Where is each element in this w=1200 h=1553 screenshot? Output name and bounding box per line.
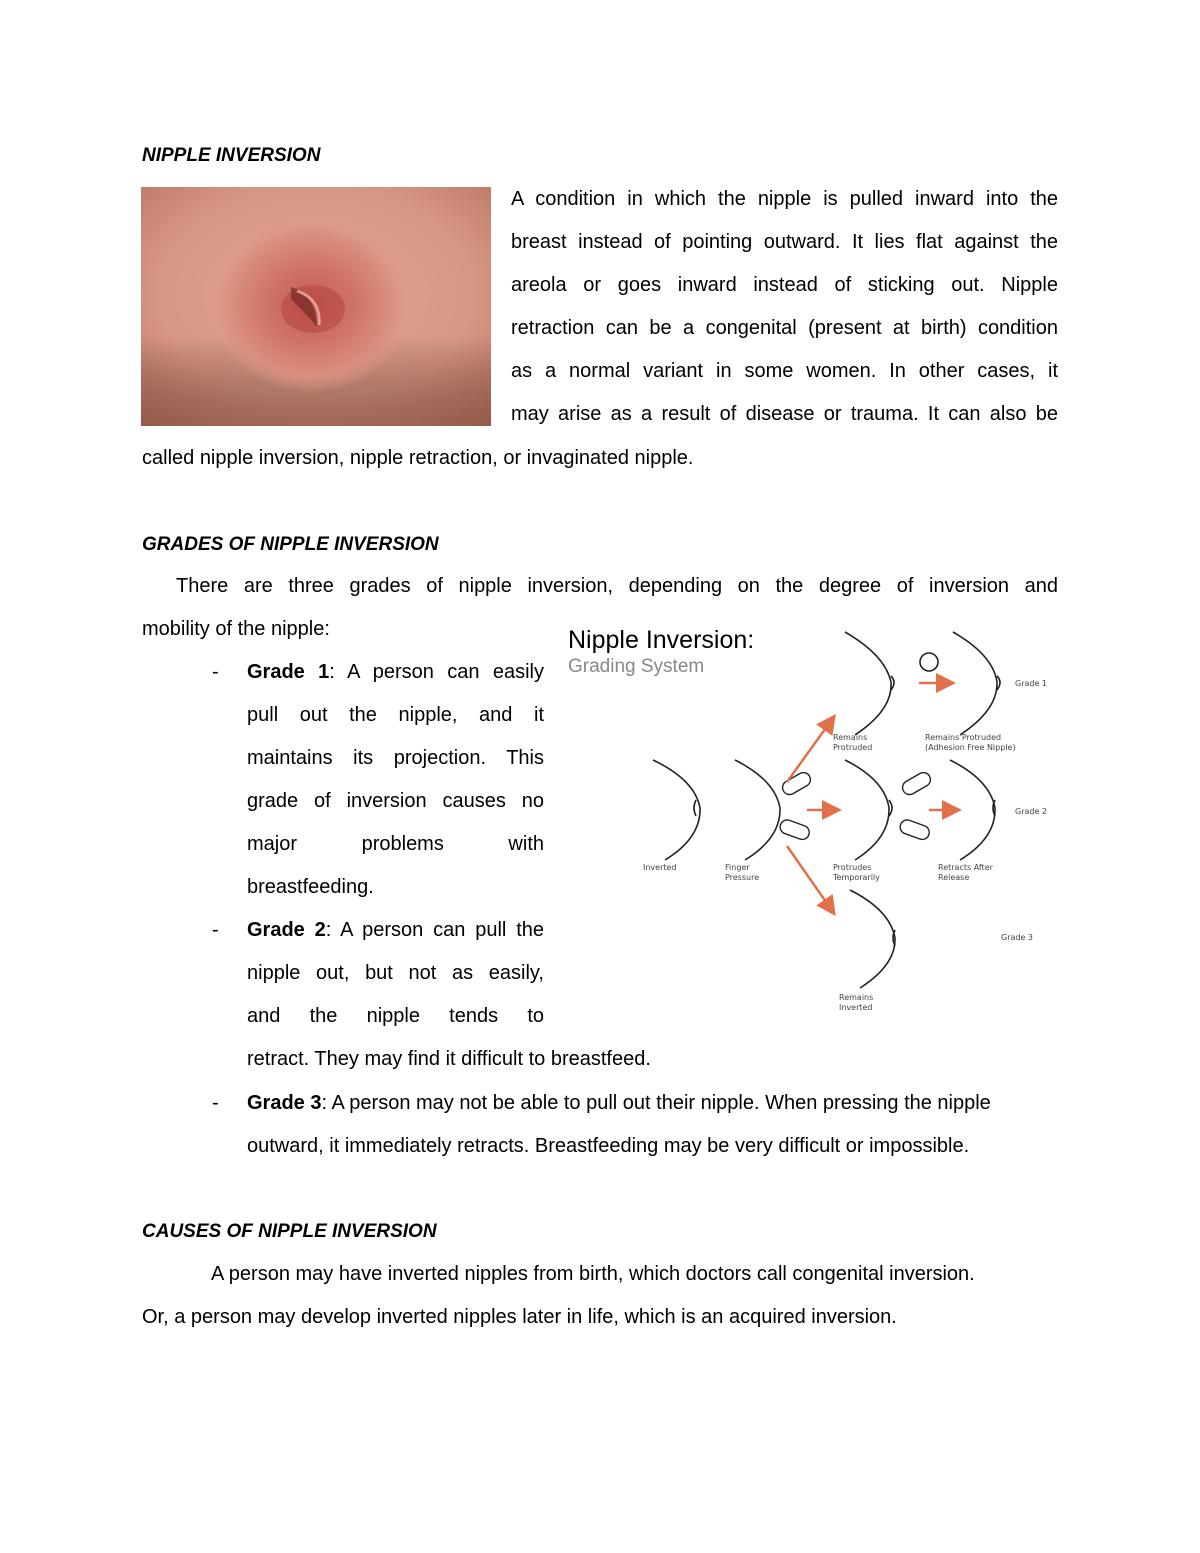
- grade3-label: Grade 3: [247, 1092, 322, 1114]
- text-line: retraction can be a congenital (present at birth) condition: [511, 317, 1058, 339]
- nipple-photo: [141, 187, 491, 426]
- arrow-icon: [787, 718, 833, 782]
- grade2-line1: Grade 2: A person can pull the: [247, 919, 545, 941]
- text-line: may arise as a result of disease or trauma. It can also be: [511, 403, 1058, 425]
- text-line: breast instead of pointing outward. It lies flat against the: [511, 231, 1058, 253]
- text-line: as a normal variant in some women. In other cases, it: [511, 360, 1058, 382]
- diagram-title: Nipple Inversion:: [568, 626, 755, 654]
- breast-outline-finger: [735, 760, 780, 860]
- label-remains-protruded2: Protruded: [833, 743, 873, 752]
- grade1-line4: grade of inversion causes no: [247, 790, 544, 812]
- breast-outline-inverted: [653, 760, 700, 860]
- arrow-icon: [787, 846, 833, 912]
- label-remains-inverted1: Remains: [839, 993, 874, 1002]
- grade1-label: Grade 1: [247, 661, 330, 683]
- label-finger2: Pressure: [725, 873, 760, 882]
- grades-intro-line1: There are three grades of nipple inversion, depending on the degree of inversion and: [176, 575, 1058, 597]
- heading-grades: GRADES OF NIPPLE INVERSION: [142, 534, 439, 555]
- grade1-line6: breastfeeding.: [247, 876, 374, 898]
- finger-icon: [780, 770, 813, 797]
- grade1-line5: major problems with: [247, 833, 544, 855]
- nipple-photo-illustration: [141, 187, 491, 426]
- grade2-line2: nipple out, but not as easily,: [247, 962, 544, 984]
- bullet-dash: -: [212, 661, 219, 683]
- grade1-line2: pull out the nipple, and it: [247, 704, 544, 726]
- diagram-subtitle: Grading System: [568, 656, 705, 677]
- grade2-line3: and the nipple tends to: [247, 1005, 544, 1027]
- text-line: areola or goes inward instead of sticking out. Nipple: [511, 274, 1058, 296]
- label-remains-inverted2: Inverted: [839, 1003, 873, 1012]
- breast-outline-g1a: [845, 632, 891, 735]
- nipple-inverted: [694, 800, 696, 816]
- smile-icon: [920, 653, 938, 671]
- grade1-line3: maintains its projection. This: [247, 747, 544, 769]
- breast-outline-g1b: [953, 632, 997, 735]
- bullet-dash: -: [212, 919, 219, 941]
- grade1-line1: Grade 1: A person can easily: [247, 661, 544, 683]
- label-finger1: Finger: [725, 863, 750, 872]
- label-retracts1: Retracts After: [938, 863, 993, 872]
- finger-icon: [898, 818, 931, 841]
- text-line: A condition in which the nipple is pulled inward into the: [511, 188, 1058, 210]
- label-grade1: Grade 1: [1015, 679, 1048, 688]
- label-inverted: Inverted: [643, 863, 677, 872]
- finger-icon: [778, 818, 811, 841]
- grading-diagram: [555, 620, 1065, 1025]
- label-grade3: Grade 3: [1001, 933, 1034, 942]
- grade3-line2: outward, it immediately retracts. Breastfeeding may be very difficult or impossible.: [247, 1135, 970, 1157]
- label-protrudes2: Temporarily: [833, 873, 880, 882]
- heading-nipple-inversion: NIPPLE INVERSION: [142, 145, 321, 166]
- breast-outline-g2a: [845, 760, 889, 860]
- label-protrudes1: Protrudes: [833, 863, 872, 872]
- finger-icon: [900, 770, 933, 797]
- text-line: called nipple inversion, nipple retraction, or invaginated nipple.: [142, 447, 694, 469]
- bullet-dash: -: [212, 1092, 219, 1114]
- grades-intro-line2: mobility of the nipple:: [142, 618, 330, 640]
- label-remains-protruded-b2: (Adhesion Free Nipple): [925, 743, 1016, 752]
- label-remains-protruded1: Remains: [833, 733, 868, 742]
- causes-line2: Or, a person may develop inverted nipples later in life, which is an acquired inversion.: [142, 1306, 897, 1328]
- grade2-line4: retract. They may find it difficult to breastfeed.: [247, 1048, 651, 1070]
- label-remains-protruded-b1: Remains Protruded: [925, 733, 1002, 742]
- label-retracts2: Release: [938, 873, 970, 882]
- grade2-label: Grade 2: [247, 919, 326, 941]
- label-grade2: Grade 2: [1015, 807, 1048, 816]
- causes-line1: A person may have inverted nipples from birth, which doctors call congenital inversion.: [211, 1263, 975, 1285]
- grade3-line1: Grade 3: A person may not be able to pull out their nipple. When pressing the nipple: [247, 1092, 991, 1114]
- heading-causes: CAUSES OF NIPPLE INVERSION: [142, 1221, 437, 1242]
- diagram-drawing: [555, 620, 1065, 1025]
- breast-outline-g3: [850, 890, 895, 988]
